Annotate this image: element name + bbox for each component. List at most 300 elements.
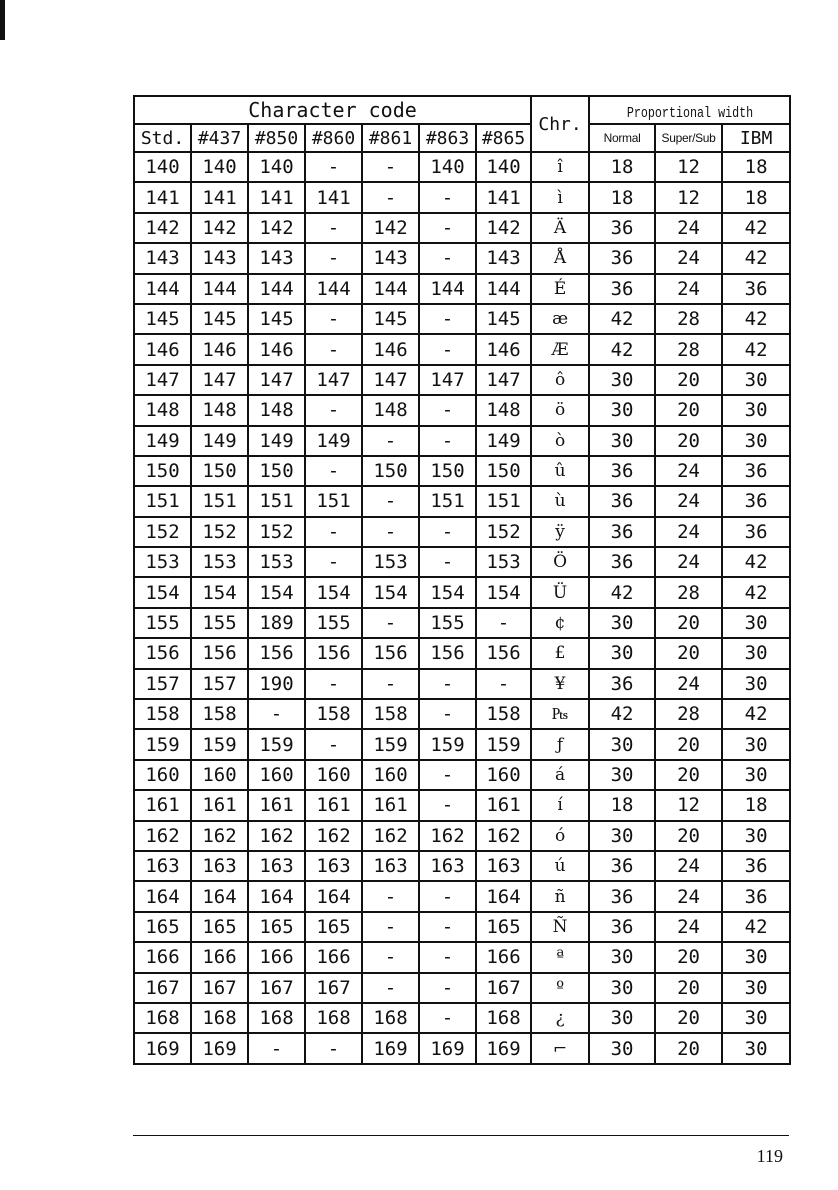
width-cell: 30 xyxy=(589,942,655,972)
code-cell: 164 xyxy=(305,881,362,911)
code-cell: 165 xyxy=(305,912,362,942)
code-cell: 160 xyxy=(305,760,362,790)
width-cell: 20 xyxy=(655,1033,722,1063)
code-cell: 156 xyxy=(248,638,305,668)
code-cell: 153 xyxy=(362,547,419,577)
width-cell: 42 xyxy=(722,304,790,334)
code-cell: 141 xyxy=(134,182,191,212)
width-cell: 20 xyxy=(655,365,722,395)
width-cell: 42 xyxy=(722,699,790,729)
code-cell: 161 xyxy=(134,790,191,820)
table-row xyxy=(134,760,790,790)
code-cell: 162 xyxy=(191,821,248,851)
chr-heading: Chr. xyxy=(531,96,589,152)
table-row xyxy=(134,577,790,607)
code-cell: 154 xyxy=(305,577,362,607)
code-cell: 165 xyxy=(476,912,531,942)
col-865: #865 xyxy=(476,124,531,152)
code-cell: 149 xyxy=(476,426,531,456)
table-row xyxy=(134,669,790,699)
code-cell: 160 xyxy=(248,760,305,790)
width-cell: 28 xyxy=(655,304,722,334)
table-row xyxy=(134,699,790,729)
code-cell: 158 xyxy=(134,699,191,729)
table-row xyxy=(134,1033,790,1063)
width-cell: 24 xyxy=(655,851,722,881)
code-cell: 152 xyxy=(191,517,248,547)
table-row xyxy=(134,426,790,456)
character-glyph-cell: É xyxy=(531,274,589,304)
width-cell: 24 xyxy=(655,456,722,486)
code-cell: 162 xyxy=(362,821,419,851)
code-cell: 150 xyxy=(419,456,476,486)
code-cell: 153 xyxy=(134,547,191,577)
code-cell: 147 xyxy=(476,365,531,395)
col-861: #861 xyxy=(362,124,419,152)
width-cell: 42 xyxy=(722,213,790,243)
width-cell: 36 xyxy=(589,881,655,911)
character-glyph-cell: î xyxy=(531,152,589,182)
code-cell: 152 xyxy=(476,517,531,547)
width-cell: 18 xyxy=(722,790,790,820)
code-cell: 153 xyxy=(191,547,248,577)
code-cell: 163 xyxy=(305,851,362,881)
code-cell: - xyxy=(419,213,476,243)
character-glyph-cell: ÿ xyxy=(531,517,589,547)
code-cell: 159 xyxy=(476,729,531,759)
code-cell: 189 xyxy=(248,608,305,638)
table-row xyxy=(134,821,790,851)
table-row xyxy=(134,182,790,212)
code-cell: 143 xyxy=(134,243,191,273)
code-cell: 154 xyxy=(476,577,531,607)
code-cell: - xyxy=(305,334,362,364)
code-cell: 169 xyxy=(134,1033,191,1063)
code-cell: - xyxy=(362,942,419,972)
width-cell: 12 xyxy=(655,152,722,182)
width-cell: 36 xyxy=(589,851,655,881)
width-cell: 24 xyxy=(655,881,722,911)
character-glyph-cell: ¥ xyxy=(531,669,589,699)
code-cell: 141 xyxy=(476,182,531,212)
header-row-sub xyxy=(134,124,790,152)
code-cell: 147 xyxy=(191,365,248,395)
character-glyph-cell: û xyxy=(531,456,589,486)
code-cell: - xyxy=(419,881,476,911)
code-cell: 148 xyxy=(362,395,419,425)
code-cell: - xyxy=(362,912,419,942)
code-cell: 162 xyxy=(476,821,531,851)
code-cell: 142 xyxy=(248,213,305,243)
width-cell: 12 xyxy=(655,182,722,212)
code-cell: - xyxy=(362,517,419,547)
code-cell: - xyxy=(362,973,419,1003)
code-cell: 154 xyxy=(362,577,419,607)
code-cell: 156 xyxy=(419,638,476,668)
col-super-sub: Super/Sub xyxy=(655,124,722,152)
character-glyph-cell: ƒ xyxy=(531,729,589,759)
code-cell: 144 xyxy=(305,274,362,304)
table-row xyxy=(134,152,790,182)
code-cell: - xyxy=(305,456,362,486)
width-cell: 42 xyxy=(589,577,655,607)
code-cell: 161 xyxy=(248,790,305,820)
code-cell: 148 xyxy=(248,395,305,425)
code-cell: - xyxy=(305,517,362,547)
code-cell: - xyxy=(305,395,362,425)
character-glyph-cell: í xyxy=(531,790,589,820)
code-cell: 151 xyxy=(248,486,305,516)
code-cell: 150 xyxy=(191,456,248,486)
code-cell: 155 xyxy=(191,608,248,638)
code-cell: - xyxy=(362,426,419,456)
code-cell: 147 xyxy=(362,365,419,395)
code-cell: - xyxy=(362,881,419,911)
col-860: #860 xyxy=(305,124,362,152)
width-cell: 30 xyxy=(722,760,790,790)
code-cell: 155 xyxy=(419,608,476,638)
code-cell: 169 xyxy=(476,1033,531,1063)
code-cell: 151 xyxy=(191,486,248,516)
width-cell: 30 xyxy=(722,729,790,759)
code-cell: 144 xyxy=(476,274,531,304)
width-cell: 36 xyxy=(722,851,790,881)
width-cell: 42 xyxy=(589,699,655,729)
character-glyph-cell: Ñ xyxy=(531,912,589,942)
table-row xyxy=(134,1003,790,1033)
width-cell: 24 xyxy=(655,243,722,273)
width-cell: 20 xyxy=(655,821,722,851)
character-glyph-cell: ¿ xyxy=(531,1003,589,1033)
code-cell: 145 xyxy=(476,304,531,334)
width-cell: 24 xyxy=(655,486,722,516)
width-cell: 36 xyxy=(589,213,655,243)
character-glyph-cell: Ä xyxy=(531,213,589,243)
code-cell: - xyxy=(419,699,476,729)
code-cell: 163 xyxy=(134,851,191,881)
code-cell: - xyxy=(305,304,362,334)
code-cell: 159 xyxy=(248,729,305,759)
width-cell: 30 xyxy=(589,395,655,425)
table-row xyxy=(134,456,790,486)
code-cell: 159 xyxy=(419,729,476,759)
code-cell: 151 xyxy=(305,486,362,516)
code-cell: 146 xyxy=(191,334,248,364)
width-cell: 24 xyxy=(655,547,722,577)
width-cell: 24 xyxy=(655,213,722,243)
code-cell: 163 xyxy=(362,851,419,881)
width-cell: 18 xyxy=(722,152,790,182)
character-glyph-cell: £ xyxy=(531,638,589,668)
width-cell: 20 xyxy=(655,426,722,456)
code-cell: 156 xyxy=(134,638,191,668)
character-glyph-cell: ô xyxy=(531,365,589,395)
table-row xyxy=(134,942,790,972)
code-cell: - xyxy=(248,699,305,729)
code-cell: 145 xyxy=(191,304,248,334)
table-row xyxy=(134,973,790,1003)
table-row xyxy=(134,304,790,334)
width-cell: 30 xyxy=(722,395,790,425)
code-cell: - xyxy=(362,152,419,182)
width-cell: 36 xyxy=(722,517,790,547)
code-cell: 147 xyxy=(419,365,476,395)
width-cell: 36 xyxy=(722,881,790,911)
character-glyph-cell: ì xyxy=(531,182,589,212)
code-cell: 168 xyxy=(191,1003,248,1033)
character-glyph-cell: º xyxy=(531,973,589,1003)
code-cell: 169 xyxy=(362,1033,419,1063)
character-glyph-cell: ù xyxy=(531,486,589,516)
width-cell: 20 xyxy=(655,608,722,638)
code-cell: 151 xyxy=(134,486,191,516)
code-cell: 147 xyxy=(305,365,362,395)
code-cell: 169 xyxy=(419,1033,476,1063)
code-cell: 165 xyxy=(191,912,248,942)
code-cell: 157 xyxy=(191,669,248,699)
width-cell: 30 xyxy=(589,638,655,668)
code-cell: 140 xyxy=(248,152,305,182)
width-cell: 42 xyxy=(722,547,790,577)
code-cell: 163 xyxy=(191,851,248,881)
code-cell: 141 xyxy=(305,182,362,212)
code-cell: 156 xyxy=(191,638,248,668)
width-cell: 18 xyxy=(722,182,790,212)
table-row xyxy=(134,851,790,881)
code-cell: 165 xyxy=(134,912,191,942)
code-cell: 152 xyxy=(134,517,191,547)
width-cell: 20 xyxy=(655,729,722,759)
code-cell: 166 xyxy=(476,942,531,972)
code-cell: - xyxy=(419,942,476,972)
width-cell: 18 xyxy=(589,152,655,182)
code-cell: 140 xyxy=(419,152,476,182)
code-cell: 160 xyxy=(476,760,531,790)
code-cell: - xyxy=(305,243,362,273)
code-cell: 158 xyxy=(305,699,362,729)
code-cell: 148 xyxy=(476,395,531,425)
code-cell: 146 xyxy=(362,334,419,364)
width-cell: 12 xyxy=(655,790,722,820)
code-cell: 151 xyxy=(419,486,476,516)
character-glyph-cell: ñ xyxy=(531,881,589,911)
code-cell: 148 xyxy=(191,395,248,425)
header-row-top xyxy=(134,96,790,124)
width-cell: 36 xyxy=(589,547,655,577)
table-row xyxy=(134,790,790,820)
code-cell: 168 xyxy=(248,1003,305,1033)
width-cell: 42 xyxy=(722,334,790,364)
code-cell: 156 xyxy=(476,638,531,668)
code-cell: - xyxy=(362,486,419,516)
width-cell: 30 xyxy=(722,365,790,395)
code-cell: 161 xyxy=(191,790,248,820)
code-cell: - xyxy=(419,243,476,273)
code-cell: 167 xyxy=(476,973,531,1003)
code-cell: - xyxy=(419,304,476,334)
code-cell: 143 xyxy=(248,243,305,273)
width-cell: 20 xyxy=(655,638,722,668)
width-cell: 24 xyxy=(655,669,722,699)
table-row xyxy=(134,486,790,516)
character-glyph-cell: Å xyxy=(531,243,589,273)
code-cell: 144 xyxy=(419,274,476,304)
code-cell: - xyxy=(362,608,419,638)
code-cell: - xyxy=(419,973,476,1003)
width-cell: 42 xyxy=(722,912,790,942)
code-cell: 146 xyxy=(476,334,531,364)
character-glyph-cell: á xyxy=(531,760,589,790)
code-cell: 150 xyxy=(362,456,419,486)
code-cell: 166 xyxy=(305,942,362,972)
width-cell: 20 xyxy=(655,760,722,790)
code-cell: - xyxy=(419,669,476,699)
character-glyph-cell: ò xyxy=(531,426,589,456)
code-cell: 146 xyxy=(134,334,191,364)
code-cell: 150 xyxy=(134,456,191,486)
code-cell: 168 xyxy=(305,1003,362,1033)
character-glyph-cell: ó xyxy=(531,821,589,851)
code-cell: - xyxy=(476,669,531,699)
col-ibm: IBM xyxy=(722,124,790,152)
code-cell: 158 xyxy=(362,699,419,729)
width-cell: 20 xyxy=(655,942,722,972)
code-cell: 162 xyxy=(248,821,305,851)
code-cell: - xyxy=(419,547,476,577)
code-cell: 159 xyxy=(362,729,419,759)
code-cell: 160 xyxy=(362,760,419,790)
character-glyph-cell: æ xyxy=(531,304,589,334)
col-863: #863 xyxy=(419,124,476,152)
code-cell: 140 xyxy=(191,152,248,182)
code-cell: 152 xyxy=(248,517,305,547)
code-cell: 160 xyxy=(134,760,191,790)
code-cell: 167 xyxy=(248,973,305,1003)
table-body xyxy=(134,152,790,1064)
code-cell: 165 xyxy=(248,912,305,942)
code-cell: 149 xyxy=(248,426,305,456)
code-cell: - xyxy=(419,1003,476,1033)
code-cell: 148 xyxy=(134,395,191,425)
code-cell: 145 xyxy=(362,304,419,334)
width-cell: 30 xyxy=(722,638,790,668)
table-row xyxy=(134,274,790,304)
table-row xyxy=(134,638,790,668)
code-cell: 144 xyxy=(362,274,419,304)
code-cell: - xyxy=(419,790,476,820)
code-cell: 162 xyxy=(134,821,191,851)
code-cell: 143 xyxy=(191,243,248,273)
width-cell: 30 xyxy=(589,729,655,759)
table-row xyxy=(134,608,790,638)
width-cell: 24 xyxy=(655,274,722,304)
table-row xyxy=(134,334,790,364)
col-437: #437 xyxy=(191,124,248,152)
code-cell: 151 xyxy=(476,486,531,516)
width-cell: 36 xyxy=(589,486,655,516)
width-cell: 30 xyxy=(722,973,790,1003)
code-cell: 158 xyxy=(191,699,248,729)
code-cell: 161 xyxy=(476,790,531,820)
code-cell: 154 xyxy=(248,577,305,607)
width-cell: 30 xyxy=(722,821,790,851)
code-cell: - xyxy=(305,729,362,759)
character-glyph-cell: Ö xyxy=(531,547,589,577)
code-cell: - xyxy=(419,760,476,790)
code-cell: 157 xyxy=(134,669,191,699)
width-cell: 36 xyxy=(722,456,790,486)
width-cell: 20 xyxy=(655,395,722,425)
character-glyph-cell: Ü xyxy=(531,577,589,607)
width-cell: 36 xyxy=(589,243,655,273)
code-cell: 145 xyxy=(134,304,191,334)
table-row xyxy=(134,547,790,577)
code-cell: - xyxy=(305,547,362,577)
code-cell: 166 xyxy=(248,942,305,972)
code-cell: - xyxy=(419,426,476,456)
width-cell: 24 xyxy=(655,912,722,942)
code-cell: 155 xyxy=(134,608,191,638)
code-cell: 161 xyxy=(305,790,362,820)
code-cell: 154 xyxy=(419,577,476,607)
width-cell: 30 xyxy=(589,760,655,790)
width-cell: 30 xyxy=(589,426,655,456)
width-cell: 20 xyxy=(655,973,722,1003)
width-cell: 28 xyxy=(655,699,722,729)
code-cell: 142 xyxy=(476,213,531,243)
code-cell: 166 xyxy=(134,942,191,972)
width-cell: 28 xyxy=(655,334,722,364)
code-cell: 150 xyxy=(476,456,531,486)
code-cell: - xyxy=(362,182,419,212)
code-cell: 140 xyxy=(476,152,531,182)
code-cell: 163 xyxy=(419,851,476,881)
code-cell: 168 xyxy=(476,1003,531,1033)
width-cell: 36 xyxy=(722,486,790,516)
character-glyph-cell: ª xyxy=(531,942,589,972)
code-cell: 141 xyxy=(248,182,305,212)
table-row xyxy=(134,243,790,273)
width-cell: 30 xyxy=(589,365,655,395)
width-cell: 36 xyxy=(589,517,655,547)
code-cell: - xyxy=(362,669,419,699)
code-cell: 168 xyxy=(362,1003,419,1033)
table-row xyxy=(134,729,790,759)
code-cell: 144 xyxy=(248,274,305,304)
code-cell: 150 xyxy=(248,456,305,486)
code-cell: 163 xyxy=(248,851,305,881)
width-cell: 30 xyxy=(589,821,655,851)
code-cell: 143 xyxy=(362,243,419,273)
code-cell: 141 xyxy=(191,182,248,212)
width-cell: 42 xyxy=(589,334,655,364)
width-cell: 30 xyxy=(722,942,790,972)
code-cell: 167 xyxy=(305,973,362,1003)
code-cell: 159 xyxy=(191,729,248,759)
code-cell: 156 xyxy=(362,638,419,668)
code-cell: - xyxy=(419,395,476,425)
table-row xyxy=(134,365,790,395)
character-code-table xyxy=(133,95,791,1065)
code-cell: 166 xyxy=(191,942,248,972)
table-row xyxy=(134,912,790,942)
width-cell: 30 xyxy=(589,1003,655,1033)
character-code-heading: Character code xyxy=(134,96,531,124)
code-cell: 190 xyxy=(248,669,305,699)
width-cell: 18 xyxy=(589,182,655,212)
code-cell: 155 xyxy=(305,608,362,638)
character-glyph-cell: ⌐ xyxy=(531,1033,589,1063)
